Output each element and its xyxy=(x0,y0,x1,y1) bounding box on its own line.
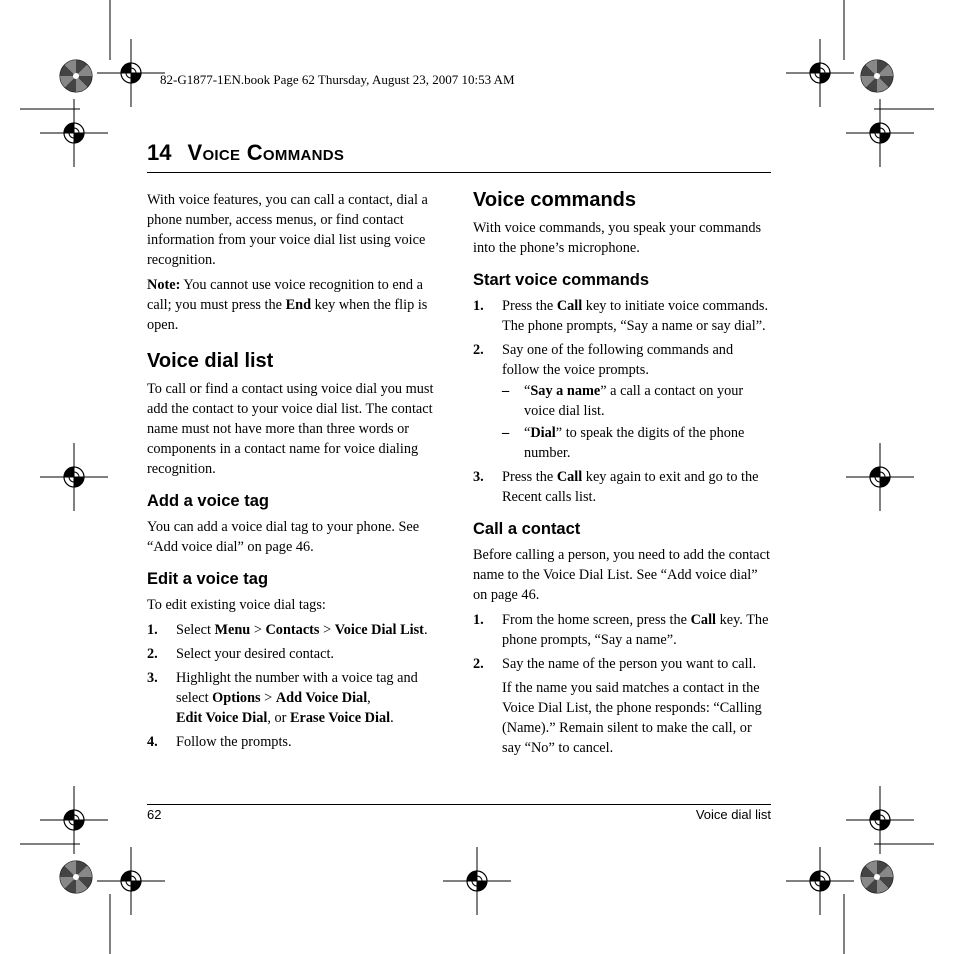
separator: > xyxy=(260,690,276,706)
comma: , xyxy=(367,690,371,706)
menu-label: Menu xyxy=(214,622,251,638)
list-item xyxy=(473,467,771,507)
dial-command: Dial xyxy=(530,425,556,441)
step-text: Press the xyxy=(502,298,557,314)
edit-voice-tag-steps xyxy=(147,620,440,752)
call-result-paragraph: If the name you said matches a contact in the Voice Dial List, the phone responds: “Calling (Name).” Remain silent to make the call, or say “No” to cancel. xyxy=(502,680,762,756)
say-a-name-command: Say a name xyxy=(530,383,601,399)
edit-voice-dial-label: Edit Voice Dial xyxy=(176,710,268,726)
step-number: 2. xyxy=(147,646,158,662)
list-item xyxy=(147,644,440,664)
voice-dial-list-label: Voice Dial List xyxy=(334,622,424,638)
chapter-heading xyxy=(147,140,771,173)
open-quote: “ xyxy=(524,383,531,399)
step-number: 1. xyxy=(147,622,158,638)
chapter-title: Voice Commands xyxy=(187,140,345,165)
edit-voice-tag-intro: To edit existing voice dial tags: xyxy=(147,597,326,613)
step-text: Say the name of the person you want to call. xyxy=(502,656,757,672)
list-item xyxy=(147,732,440,752)
step-text-end: . xyxy=(390,710,394,726)
book-slug-line: 82-G1877-1EN.book Page 62 Thursday, August 23, 2007 10:53 AM xyxy=(160,72,515,87)
running-footer-section: Voice dial list xyxy=(695,807,771,822)
step-number: 2. xyxy=(473,656,484,672)
add-voice-tag-heading: Add a voice tag xyxy=(147,492,269,510)
step-number: 2. xyxy=(473,342,484,358)
call-key-label: Call xyxy=(556,469,583,485)
step-text: From the home screen, press the xyxy=(502,612,691,628)
sub-list-item xyxy=(502,381,771,421)
list-item xyxy=(473,296,771,336)
start-voice-commands-heading: Start voice commands xyxy=(473,271,650,289)
options-label: Options xyxy=(212,690,261,706)
page-footer xyxy=(147,804,771,822)
list-item xyxy=(473,610,771,650)
erase-voice-dial-label: Erase Voice Dial xyxy=(290,710,391,726)
start-voice-commands-steps xyxy=(473,296,771,507)
sub-item-text: ” to speak the digits of the phone number. xyxy=(524,425,745,461)
note-label: Note: xyxy=(147,277,181,293)
right-column xyxy=(473,188,771,763)
note-paragraph xyxy=(147,275,440,335)
open-quote: “ xyxy=(524,425,531,441)
list-item xyxy=(147,620,440,640)
step-number: 4. xyxy=(147,734,158,750)
contacts-label: Contacts xyxy=(265,622,320,638)
add-voice-tag-paragraph: You can add a voice dial tag to your phone. See “Add voice dial” on page 46. xyxy=(147,519,420,555)
separator: > xyxy=(250,622,266,638)
sub-item-text: ” a call a contact on your voice dial list. xyxy=(524,383,744,419)
voice-commands-paragraph: With voice commands, you speak your commands into the phone’s microphone. xyxy=(473,220,762,256)
voice-dial-list-heading: Voice dial list xyxy=(147,350,274,372)
call-key-label: Call xyxy=(690,612,717,628)
dash-bullet: – xyxy=(502,425,510,441)
step-text-or: , or xyxy=(267,710,290,726)
dash-bullet: – xyxy=(502,383,510,399)
chapter-number: 14 xyxy=(147,140,172,165)
step-text: Follow the prompts. xyxy=(176,734,292,750)
voice-dial-list-paragraph: To call or find a contact using voice dial you must add the contact to your voice dial list. The contact name must not have more than three words or components in a contact name for voice dialing recognition. xyxy=(147,381,434,477)
step-text: Select xyxy=(176,622,215,638)
list-item xyxy=(473,654,771,674)
step-text: Press the xyxy=(502,469,557,485)
call-a-contact-paragraph: Before calling a person, you need to add the contact name to the Voice Dial List. See “Add voice dial” on page 46. xyxy=(473,547,770,603)
sub-list-item xyxy=(502,423,771,463)
end-key: End xyxy=(285,297,312,313)
separator: > xyxy=(319,622,335,638)
left-column xyxy=(147,190,440,756)
step-number: 1. xyxy=(473,298,484,314)
step-text: Highlight the number with a voice tag and select xyxy=(176,670,418,706)
step-text-end: key to initiate voice commands. The phone prompts, “Say a name or say dial”. xyxy=(502,298,769,334)
step-number: 3. xyxy=(473,469,484,485)
call-key-label: Call xyxy=(556,298,583,314)
step-text: Select your desired contact. xyxy=(176,646,334,662)
step-text: Say one of the following commands and follow the voice prompts. xyxy=(502,342,734,378)
intro-paragraph: With voice features, you can call a contact, dial a phone number, access menus, or find contact information from your voice dial list using voice recognition. xyxy=(147,192,428,268)
note-text: You cannot use voice recognition to end a call; you must press the xyxy=(147,277,423,313)
step-number: 1. xyxy=(473,612,484,628)
step-text-end: key. The phone prompts, “Say a name”. xyxy=(502,612,769,648)
note-text-end: key when the flip is open. xyxy=(147,297,428,333)
edit-voice-tag-heading: Edit a voice tag xyxy=(147,570,269,588)
list-item xyxy=(473,340,771,463)
page-number: 62 xyxy=(147,807,162,822)
add-voice-dial-label: Add Voice Dial xyxy=(275,690,368,706)
step-text-end: key again to exit and go to the Recent calls list. xyxy=(502,469,759,505)
voice-commands-heading: Voice commands xyxy=(473,189,637,211)
call-a-contact-heading: Call a contact xyxy=(473,520,581,538)
list-item xyxy=(147,668,440,728)
step-text-end: . xyxy=(423,622,428,638)
call-a-contact-steps xyxy=(473,610,771,674)
step-number: 3. xyxy=(147,670,158,686)
